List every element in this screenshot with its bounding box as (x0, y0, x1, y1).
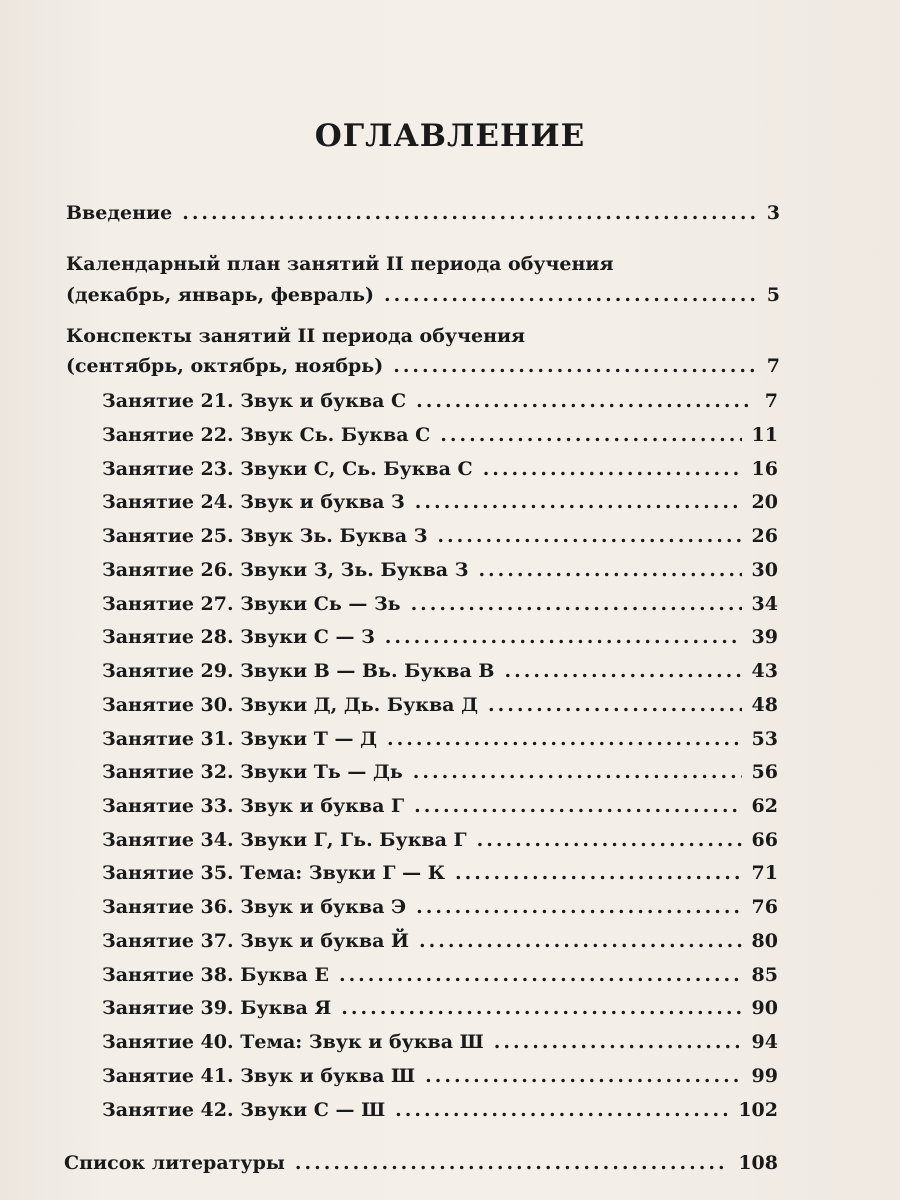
toc-lesson-40 (102, 1031, 778, 1053)
lesson-topic: Звук Сь. Буква С (240, 424, 431, 446)
toc-lesson-24 (102, 491, 778, 513)
lesson-number: Занятие 38. (102, 964, 234, 986)
toc-page-number: 34 (751, 593, 778, 615)
dot-leader (413, 761, 742, 783)
toc-page-number: 11 (751, 424, 778, 446)
lesson-number: Занятие 26. (102, 559, 234, 581)
lesson-number: Занятие 30. (102, 694, 234, 716)
toc-page-number: 90 (751, 997, 778, 1019)
dot-leader (411, 593, 742, 615)
lesson-number: Занятие 24. (102, 491, 234, 513)
toc-lesson-35 (102, 862, 778, 884)
toc-page-number: 85 (751, 964, 778, 986)
toc-page-number: 43 (751, 660, 778, 682)
dot-leader (505, 660, 742, 682)
lesson-topic: Звуки Ть — Дь (240, 761, 403, 783)
toc-entry-calendar-title: Календарный план занятий II периода обучения (66, 253, 614, 275)
dot-leader (387, 728, 742, 750)
lesson-number: Занятие 37. (102, 930, 234, 952)
lesson-number: Занятие 40. (102, 1031, 234, 1053)
dot-leader (494, 1031, 742, 1053)
toc-lesson-21 (102, 390, 778, 412)
toc-lesson-23 (102, 458, 778, 480)
toc-page-number: 76 (751, 896, 778, 918)
dot-leader (295, 1152, 728, 1174)
toc-page-number: 102 (738, 1099, 778, 1121)
toc-lesson-39 (102, 997, 778, 1019)
toc-page-number: 108 (738, 1152, 778, 1174)
lesson-topic: Звуки С — З (240, 626, 375, 648)
dot-leader (440, 424, 741, 446)
toc-lesson-30 (102, 694, 778, 716)
lesson-number: Занятие 21. (102, 390, 234, 412)
toc-lesson-28 (102, 626, 778, 648)
lesson-topic: Звук и буква Ш (240, 1065, 416, 1087)
toc-entry-literature (64, 1152, 778, 1174)
dot-leader (341, 997, 741, 1019)
lesson-topic: Тема: Звук и буква Ш (240, 1031, 484, 1053)
dot-leader (437, 525, 741, 547)
toc-lesson-33 (102, 795, 778, 817)
toc-page-number: 48 (751, 694, 778, 716)
toc-entry-intro (66, 202, 780, 224)
dot-leader (425, 1065, 741, 1087)
toc-lesson-41 (102, 1065, 778, 1087)
toc-page-number: 20 (751, 491, 778, 513)
lesson-number: Занятие 34. (102, 829, 234, 851)
lesson-topic: Звук и буква З (240, 491, 405, 513)
dot-leader (385, 626, 742, 648)
dot-leader (478, 559, 741, 581)
dot-leader (416, 390, 754, 412)
toc-page-number: 16 (751, 458, 778, 480)
dot-leader (477, 829, 742, 851)
toc-page-number: 3 (766, 202, 780, 224)
toc-entry-konspekty (66, 355, 780, 377)
toc-page-number: 53 (751, 728, 778, 750)
lesson-topic: Звуки Д, Дь. Буква Д (240, 694, 478, 716)
lesson-number: Занятие 33. (102, 795, 234, 817)
toc-entry-konspekty-title: Конспекты занятий II периода обучения (66, 325, 526, 347)
toc-entry-label: (декабрь, январь, февраль) (66, 284, 375, 306)
toc-page-number: 7 (764, 390, 778, 412)
dot-leader (393, 355, 756, 377)
toc-page-number: 30 (751, 559, 778, 581)
toc-page-number: 71 (751, 862, 778, 884)
toc-entry-calendar (66, 284, 780, 306)
toc-page-number: 99 (751, 1065, 778, 1087)
toc-lesson-22 (102, 424, 778, 446)
toc-lesson-34 (102, 829, 778, 851)
toc-page-number: 5 (766, 284, 780, 306)
lesson-number: Занятие 27. (102, 593, 234, 615)
toc-lesson-25 (102, 525, 778, 547)
lesson-topic: Звук и буква Э (240, 896, 407, 918)
lesson-topic: Звук и буква Г (240, 795, 405, 817)
lesson-topic: Буква Е (240, 964, 329, 986)
dot-leader (182, 202, 756, 224)
lesson-number: Занятие 35. (102, 862, 234, 884)
dot-leader (414, 795, 741, 817)
lesson-number: Занятие 31. (102, 728, 234, 750)
dot-leader (483, 458, 742, 480)
toc-lesson-26 (102, 559, 778, 581)
lesson-topic: Звуки Сь — Зь (240, 593, 401, 615)
toc-lesson-27 (102, 593, 778, 615)
toc-lesson-37 (102, 930, 778, 952)
toc-page-number: 39 (751, 626, 778, 648)
toc-entry-label: Список литературы (64, 1152, 285, 1174)
lesson-number: Занятие 32. (102, 761, 234, 783)
lesson-number: Занятие 22. (102, 424, 234, 446)
toc-entry-label: Введение (66, 202, 173, 224)
toc-page-number: 56 (751, 761, 778, 783)
dot-leader (416, 896, 741, 918)
dot-leader (384, 284, 756, 306)
toc-page-number: 62 (751, 795, 778, 817)
lesson-topic: Звуки В — Вь. Буква В (240, 660, 495, 682)
dot-leader (488, 694, 742, 716)
toc-page-number: 80 (751, 930, 778, 952)
lesson-number: Занятие 42. (102, 1099, 234, 1121)
toc-lesson-32 (102, 761, 778, 783)
lesson-topic: Звук Зь. Буква З (240, 525, 428, 547)
lesson-topic: Звук и буква Й (240, 930, 409, 952)
lesson-topic: Звук и буква С (240, 390, 407, 412)
lesson-number: Занятие 25. (102, 525, 234, 547)
lesson-number: Занятие 39. (102, 997, 234, 1019)
lesson-topic: Звуки С, Сь. Буква С (240, 458, 473, 480)
dot-leader (395, 1099, 728, 1121)
toc-lesson-29 (102, 660, 778, 682)
lesson-number: Занятие 29. (102, 660, 234, 682)
page-title: ОГЛАВЛЕНИЕ (314, 118, 586, 154)
toc-lesson-38 (102, 964, 778, 986)
lesson-number: Занятие 23. (102, 458, 234, 480)
lesson-topic: Звуки Т — Д (240, 728, 377, 750)
lesson-topic: Тема: Звуки Г — К (240, 862, 446, 884)
dot-leader (419, 930, 742, 952)
lesson-topic: Звуки Г, Гь. Буква Г (240, 829, 467, 851)
lesson-number: Занятие 41. (102, 1065, 234, 1087)
toc-lesson-31 (102, 728, 778, 750)
toc-page-number: 26 (751, 525, 778, 547)
toc-lesson-42 (102, 1099, 778, 1121)
toc-page-number: 7 (766, 355, 780, 377)
lesson-topic: Буква Я (240, 997, 332, 1019)
toc-entry-label: (сентябрь, октябрь, ноябрь) (66, 355, 384, 377)
dot-leader (415, 491, 742, 513)
lesson-number: Занятие 36. (102, 896, 234, 918)
toc-lesson-36 (102, 896, 778, 918)
lesson-topic: Звуки С — Ш (240, 1099, 386, 1121)
toc-page-number: 66 (751, 829, 778, 851)
lesson-topic: Звуки З, Зь. Буква З (240, 559, 469, 581)
dot-leader (339, 964, 742, 986)
lesson-number: Занятие 28. (102, 626, 234, 648)
dot-leader (455, 862, 742, 884)
toc-page-number: 94 (751, 1031, 778, 1053)
